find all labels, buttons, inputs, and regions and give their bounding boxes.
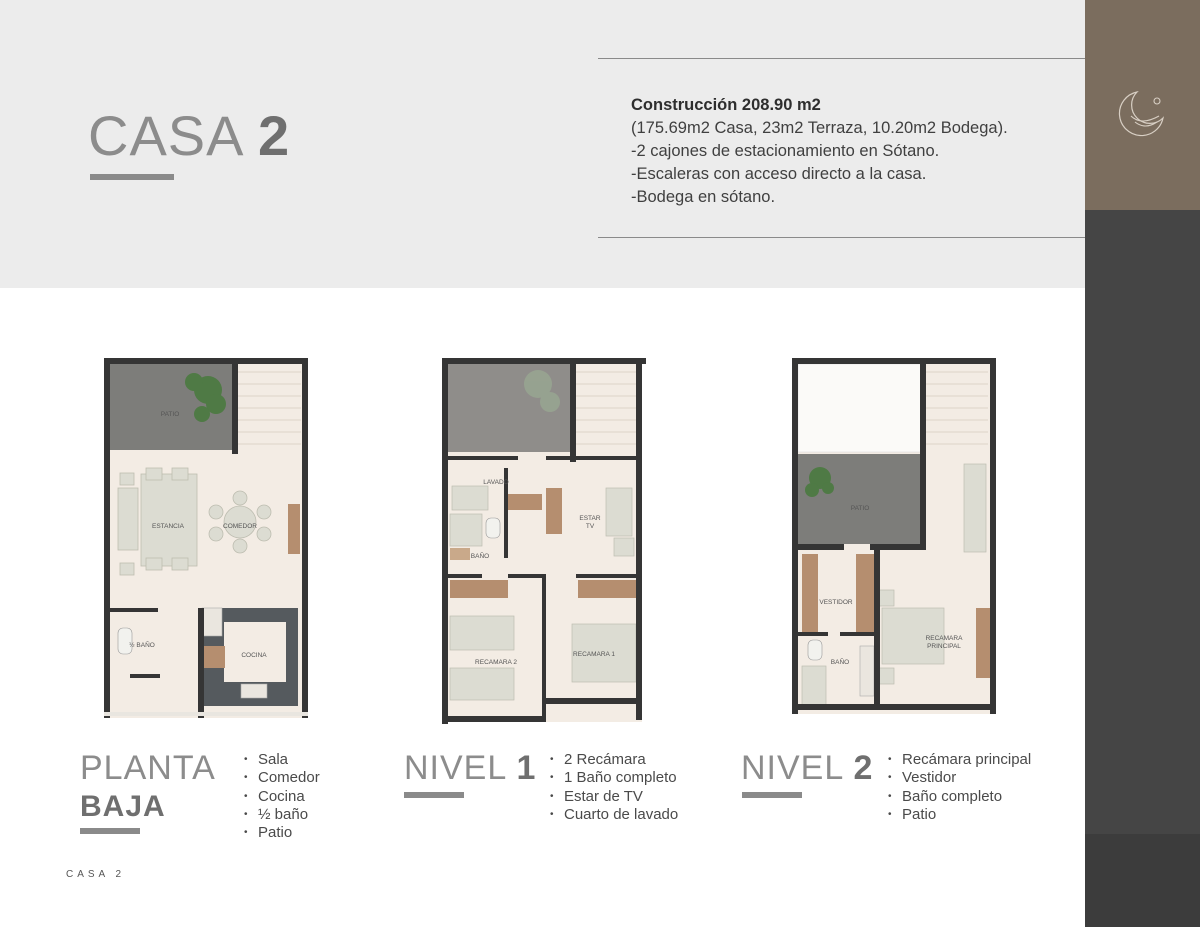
room-label-estancia: ESTANCIA (151, 523, 185, 530)
room-label-medio-bano: ½ BAÑO (129, 642, 155, 649)
right-sidebar (1085, 0, 1200, 927)
feature-item: • Baño completo (888, 788, 1031, 806)
top-divider (598, 58, 1085, 59)
room-label-patio: PATIO (850, 505, 870, 512)
floor-plan-planta-baja (96, 358, 316, 723)
planta-baja-title (80, 749, 216, 787)
sidebar-accent-block (1085, 0, 1200, 210)
feature-item: • Recámara principal (888, 751, 1031, 769)
detail-line: -Escaleras con acceso directo a la casa. (631, 165, 927, 183)
detail-line: -2 cajones de estacionamiento en Sótano. (631, 142, 940, 160)
nivel-1-features (550, 751, 678, 824)
header-band (0, 0, 1085, 288)
planta-baja-title-top: PLANTA (80, 749, 216, 787)
page-title-number: 2 (257, 104, 291, 167)
nivel-1-underline (404, 792, 464, 798)
room-label-tv: TV (585, 523, 595, 530)
feature-item: • ½ baño (244, 806, 320, 824)
room-label-patio: PATIO (160, 411, 180, 418)
detail-line: -Bodega en sótano. (631, 188, 776, 206)
floor-plan-nivel-1 (438, 358, 650, 728)
room-label-cocina: COCINA (241, 652, 267, 659)
construction-description (631, 94, 1081, 209)
nivel-2-features (888, 751, 1031, 824)
nivel-1-title (404, 749, 536, 787)
room-label-lavado: LAVADO (483, 479, 509, 486)
room-label-estar: ESTAR (579, 515, 601, 522)
room-label-recamara-1: RECAMARA 1 (573, 651, 615, 658)
nivel-1-title-number: 1 (516, 749, 537, 787)
feature-item: • Cuarto de lavado (550, 806, 678, 824)
feature-item: • 2 Recámara (550, 751, 678, 769)
feature-item: • Estar de TV (550, 788, 678, 806)
floor-plan-nivel-2 (790, 358, 1000, 720)
room-label-comedor: COMEDOR (223, 523, 257, 530)
room-label-recamara-2: RECAMARA 2 (475, 659, 517, 666)
nivel-2-title-word: NIVEL (741, 749, 844, 787)
feature-item: • Comedor (244, 769, 320, 787)
footer-label: CASA 2 (66, 869, 126, 880)
nivel-2-underline (742, 792, 802, 798)
sidebar-bottom-block (1085, 834, 1200, 927)
detail-line: (175.69m2 Casa, 23m2 Terraza, 10.20m2 Bodega). (631, 119, 1008, 137)
planta-baja-underline (80, 828, 140, 834)
nivel-1-title-word: NIVEL (404, 749, 507, 787)
room-label-principal: PRINCIPAL (927, 643, 961, 650)
title-underline (90, 174, 174, 180)
room-label-bano: BAÑO (470, 553, 490, 560)
feature-item: • Patio (244, 824, 320, 842)
page-title (88, 104, 290, 168)
feature-item: • Vestidor (888, 769, 1031, 787)
room-label-recamara: RECAMARA (925, 635, 963, 642)
room-label-bano: BAÑO (830, 659, 850, 666)
nivel-2-title (741, 749, 873, 787)
planta-baja-features (244, 751, 320, 842)
room-label-vestidor: VESTIDOR (819, 599, 853, 606)
feature-item: • 1 Baño completo (550, 769, 678, 787)
nivel-2-title-number: 2 (853, 749, 874, 787)
bottom-divider (598, 237, 1085, 238)
moon-logo-icon (1115, 86, 1169, 140)
feature-item: • Cocina (244, 788, 320, 806)
feature-item: • Patio (888, 806, 1031, 824)
planta-baja-title-bottom: BAJA (80, 790, 166, 823)
page-title-word: CASA (88, 104, 242, 167)
construction-area: Construcción 208.90 m2 (631, 96, 821, 114)
feature-item: • Sala (244, 751, 320, 769)
